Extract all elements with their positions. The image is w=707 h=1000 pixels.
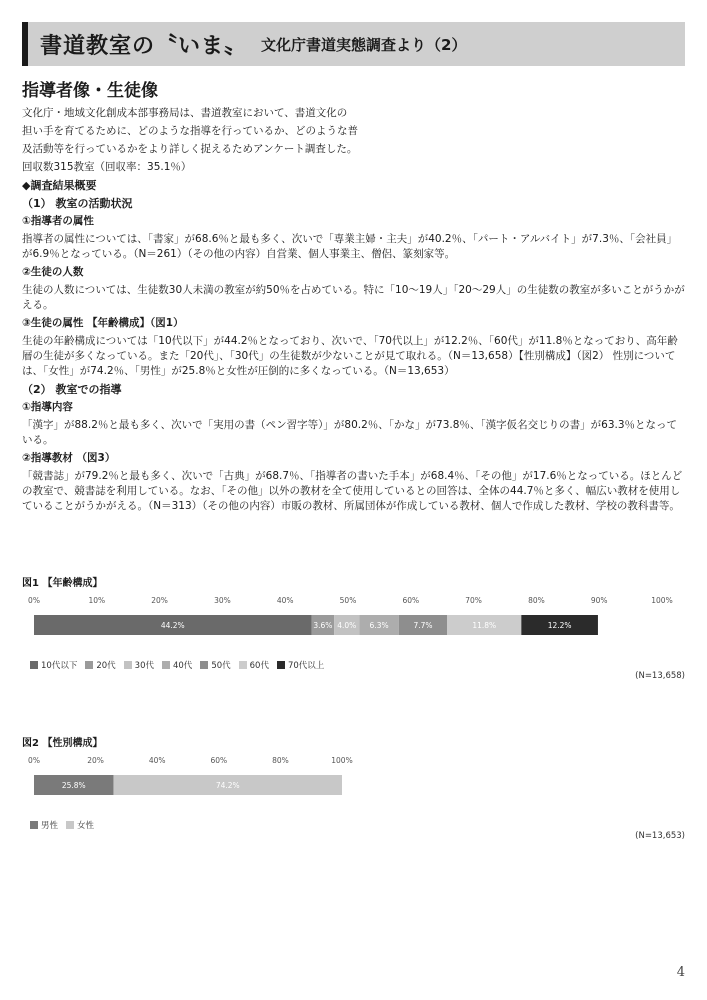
article-body bbox=[22, 106, 685, 517]
data-label: 25.8% bbox=[61, 781, 86, 790]
legend-swatch bbox=[66, 821, 74, 829]
chart-note: (N=13,653) bbox=[635, 831, 685, 841]
body-paragraph: 「競書誌」が79.2％と最も多く、次いで「古典」が68.7％、「指導者の書いた手本」が68.4％、「その他」が17.6％となっている。ほとんどの教室で、競書誌を利用している。なお、「その他」以外の教材を全て使用しているとの回答は、全体の44.7％と多く、幅広い教材を使用していることがうかがえる。（N＝313）（その他の内容）市販の教材、所属団体が作成している教材、個人で作成した教材、学校の教科書等。 bbox=[22, 470, 683, 512]
legend-swatch bbox=[30, 821, 38, 829]
chart-plot bbox=[22, 593, 685, 647]
legend-label: 20代 bbox=[96, 661, 116, 671]
legend-swatch bbox=[200, 661, 208, 669]
tick-label: 20% bbox=[151, 596, 168, 605]
legend-swatch bbox=[277, 661, 285, 669]
data-label: 3.6% bbox=[313, 621, 333, 630]
section-heading-item: ②生徒の人数 bbox=[22, 266, 84, 278]
intro-line: 文化庁・地域文化創成本部事務局は、書道教室において、書道文化の bbox=[22, 107, 348, 119]
tick-label: 60% bbox=[210, 756, 228, 765]
legend-swatch bbox=[85, 661, 93, 669]
legend-label: 10代以下 bbox=[41, 661, 78, 671]
section-heading-item: ②指導教材 （図3） bbox=[22, 452, 116, 464]
body-paragraph: 指導者の属性については、「書家」が68.6％と最も多く、次いで「専業主婦・主夫」が40.2％、「パート・アルバイト」が7.3％、「会社員」が6.9％となっている。（N＝261）（その他の内容）自営業、個人事業主、僧侶、篆刻家等。 bbox=[22, 233, 678, 260]
chart-title: 図1 【年齢構成】 bbox=[22, 578, 103, 589]
section-heading-item: ③生徒の属性 【年齢構成】（図1） bbox=[22, 317, 184, 329]
legend-label: 50代 bbox=[211, 661, 231, 671]
body-paragraph: 生徒の人数については、生徒数30人未満の教室が約50％を占めている。特に「10～19人」「20～29人」の生徒数の教室が多いことがうかがえる。 bbox=[22, 284, 685, 311]
page-subtitle: 文化庁書道実態調査より（2） bbox=[261, 35, 467, 54]
tick-label: 0% bbox=[28, 596, 40, 605]
page-number: 4 bbox=[676, 965, 685, 980]
chart-legend bbox=[22, 659, 685, 671]
tick-label: 60% bbox=[402, 596, 420, 605]
intro-paragraph bbox=[22, 106, 685, 175]
tick-label: 40% bbox=[148, 756, 166, 765]
tick-label: 100% bbox=[331, 756, 353, 765]
tick-label: 80% bbox=[272, 756, 289, 765]
chart-title: 図2 【性別構成】 bbox=[22, 738, 103, 749]
legend-label: 70代以上 bbox=[287, 661, 325, 671]
legend-swatch bbox=[124, 661, 132, 669]
data-label: 7.7% bbox=[413, 621, 433, 630]
gender-chart bbox=[22, 734, 685, 841]
legend-label: 30代 bbox=[134, 661, 154, 671]
section-heading-item: ①指導者の属性 bbox=[22, 215, 94, 227]
tick-label: 20% bbox=[87, 756, 104, 765]
body-paragraph: 「漢字」が88.2％と最も多く、次いで「実用の書（ペン習字等）」が80.2％、「かな」が73.8％、「漢字仮名交じりの書」が63.3％となっている。 bbox=[22, 419, 678, 446]
section-heading-item: ①指導内容 bbox=[22, 401, 73, 413]
data-label: 44.2% bbox=[160, 621, 185, 630]
body-paragraph: 生徒の年齢構成については「10代以下」が44.2％となっており、次いで、「70代以上」が12.2％、「60代」が11.8％となっており、高年齢層の生徒が多くなっている。また「20代」、「30代」の生徒数が少ないことが見て取れる。（N＝13,658）【性別構成】（図2） 性別については、「女性」が74.2％、「男性」が25.8％と女性が圧倒的に多くなっている。（N＝13,653） bbox=[22, 335, 678, 377]
section-heading-item: ◆調査結果概要 bbox=[22, 179, 97, 192]
legend-label: 40代 bbox=[172, 661, 193, 671]
age-chart bbox=[22, 574, 685, 681]
intro-line: 担い手を育てるために、どのような指導を行っているか、どのような普 bbox=[22, 125, 358, 137]
chart-legend bbox=[22, 819, 685, 831]
tick-label: 100% bbox=[651, 596, 673, 605]
data-label: 74.2% bbox=[215, 781, 240, 790]
legend-label: 女性 bbox=[77, 821, 95, 831]
tick-label: 90% bbox=[590, 596, 608, 605]
intro-line: 回収数315教室（回収率：35.1％） bbox=[22, 161, 192, 173]
section-heading: 指導者像・生徒像 bbox=[22, 81, 158, 101]
legend-swatch bbox=[30, 661, 38, 669]
data-label: 11.8% bbox=[472, 621, 497, 630]
legend-swatch bbox=[162, 661, 170, 669]
tick-label: 80% bbox=[528, 596, 545, 605]
tick-label: 30% bbox=[214, 596, 231, 605]
data-label: 6.3% bbox=[369, 621, 389, 630]
section-heading-item: （1） 教室の活動状況 bbox=[22, 197, 133, 210]
tick-label: 10% bbox=[88, 596, 106, 605]
legend-swatch bbox=[239, 661, 247, 669]
chart-plot bbox=[22, 753, 685, 807]
page-title: 書道教室の〝いま〟 bbox=[40, 33, 248, 59]
article-sections bbox=[22, 178, 685, 514]
tick-label: 0% bbox=[28, 756, 40, 765]
tick-label: 50% bbox=[339, 596, 357, 605]
title-band bbox=[22, 22, 685, 66]
tick-label: 40% bbox=[276, 596, 294, 605]
tick-label: 70% bbox=[465, 596, 482, 605]
intro-line: 及活動等を行っているかをより詳しく捉えるためアンケート調査した。 bbox=[22, 143, 358, 155]
legend-label: 60代 bbox=[249, 661, 269, 671]
section-heading-item: （2） 教室での指導 bbox=[22, 383, 122, 396]
chart-note: (N=13,658) bbox=[635, 671, 685, 681]
legend-label: 男性 bbox=[41, 821, 59, 831]
data-label: 4.0% bbox=[337, 621, 357, 630]
data-label: 12.2% bbox=[547, 621, 572, 630]
